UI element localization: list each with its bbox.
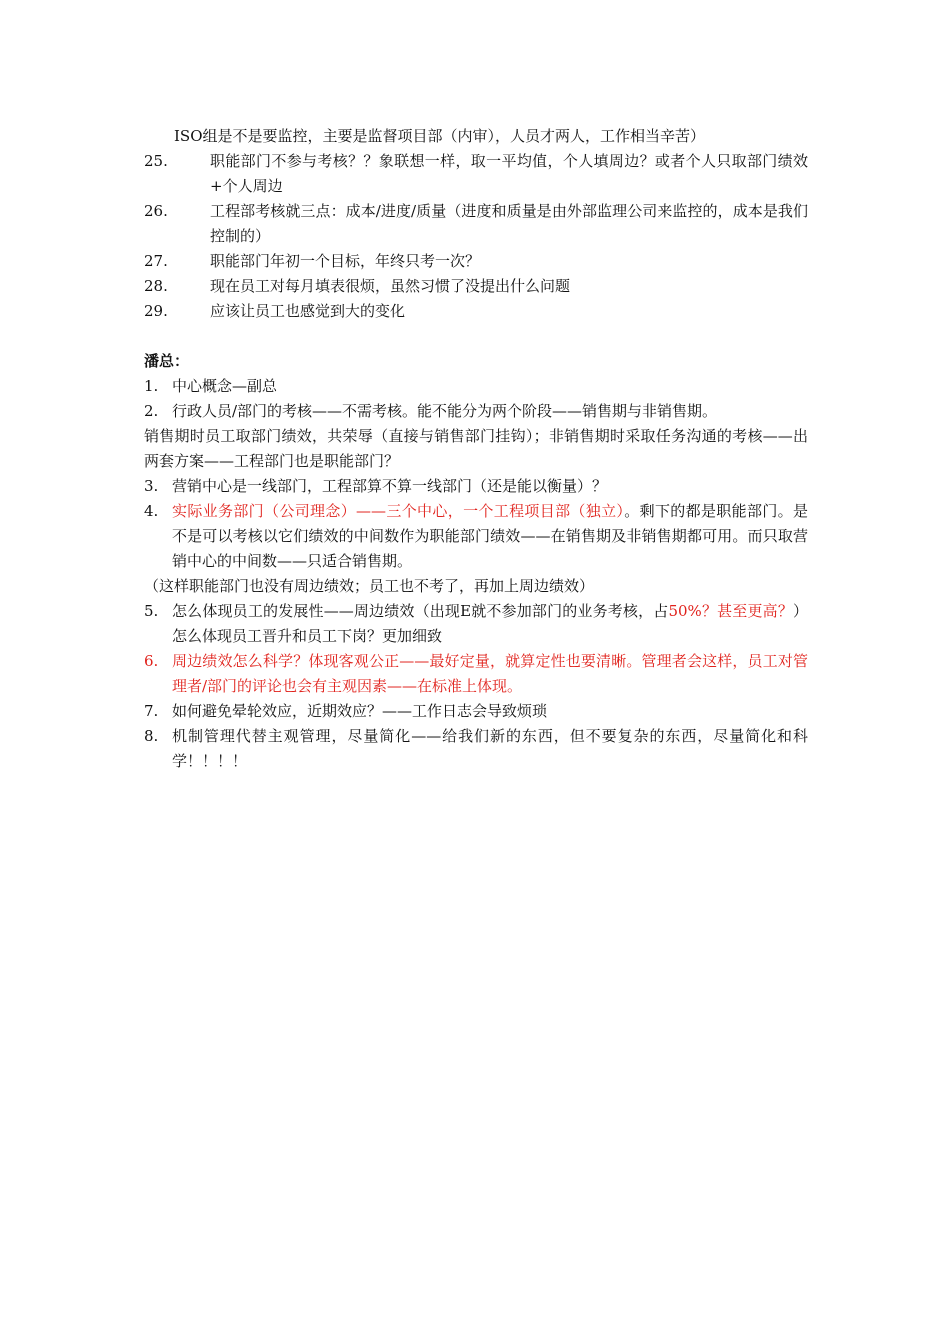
highlighted-text: 50%？甚至更高？ [668,602,793,620]
paragraph: 销售期时员工取部门绩效，共荣辱（直接与销售部门挂钩）；非销售期时采取任务沟通的考核——出两套方案——工程部门也是职能部门？ [144,427,808,470]
item-text: 工程部考核就三点：成本/进度/质量（进度和质量是由外部监理公司来监控的，成本是我们控制的） [210,202,808,245]
item-text [172,599,808,649]
item-number: 2. [144,402,159,420]
list-item [144,249,808,274]
list-item [144,724,808,774]
highlighted-text: 实际业务部门（公司理念）——三个中心，一个工程项目部（独立） [172,502,625,520]
item-number: 4. [144,502,159,520]
item-number: 27. [144,252,168,270]
item-text: 中心概念—副总 [172,377,278,395]
item-number: 25. [144,152,168,170]
item-text-rest: ）怎么体现员工晋升和员工下岗？更加细致 [172,602,809,645]
document-body [144,124,808,774]
item-number: 8. [144,727,159,745]
list-item [144,299,808,324]
item-text: 如何避免晕轮效应，近期效应？——工作日志会导致烦琐 [172,702,548,720]
item-text: 现在员工对每月填表很烦，虽然习惯了没提出什么问题 [210,277,571,295]
list-item [144,274,808,299]
item-number: 6. [144,652,159,670]
item-number: 1. [144,377,159,395]
item-text: 职能部门年初一个目标，年终只考一次？ [210,252,481,270]
intro-line: ISO组是不是要监控，主要是监督项目部（内审），人员才两人，工作相当辛苦） [174,127,706,145]
list-item [144,599,808,649]
item-number: 3. [144,477,159,495]
item-text [172,499,808,574]
item-number: 5. [144,602,159,620]
item-text-start: 怎么体现员工的发展性——周边绩效（出现E就不参加部门的业务考核，占 [172,602,669,620]
highlighted-text: 周边绩效怎么科学？体现客观公正——最好定量，就算定性也要清晰。管理者会这样，员工对管理者/部门的评论也会有主观因素——在标准上体现。 [172,652,808,695]
item-text: 职能部门不参与考核？？象联想一样，取一平均值，个人填周边？或者个人只取部门绩效+个人周边 [210,152,808,195]
list-item [144,374,808,399]
list-item [144,699,808,724]
item-number: 7. [144,702,159,720]
item-text: 营销中心是一线部门，工程部算不算一线部门（还是能以衡量）？ [172,477,608,495]
paragraph: （这样职能部门也没有周边绩效；员工也不考了，再加上周边绩效） [144,577,595,595]
item-number: 29. [144,302,168,320]
item-text-rest: 。剩下的都是职能部门。是不是可以考核以它们绩效的中间数作为职能部门绩效——在销售期及非销售期都可用。而只取营销中心的中间数——只适合销售期。 [172,502,808,570]
item-text: 机制管理代替主观管理，尽量简化——给我们新的东西，但不要复杂的东西，尽量简化和科学！！！！ [172,727,808,770]
item-number: 26. [144,202,168,220]
list-item [144,474,808,499]
list-item [144,499,808,574]
list-item [144,649,808,699]
item-text: 行政人员/部门的考核——不需考核。能不能分为两个阶段——销售期与非销售期。 [172,402,718,420]
section-heading: 潘总： [144,352,190,370]
list-item [144,199,808,249]
item-text: 应该让员工也感觉到大的变化 [210,302,406,320]
list-item [144,399,808,424]
list-item [144,149,808,199]
item-number: 28. [144,277,168,295]
